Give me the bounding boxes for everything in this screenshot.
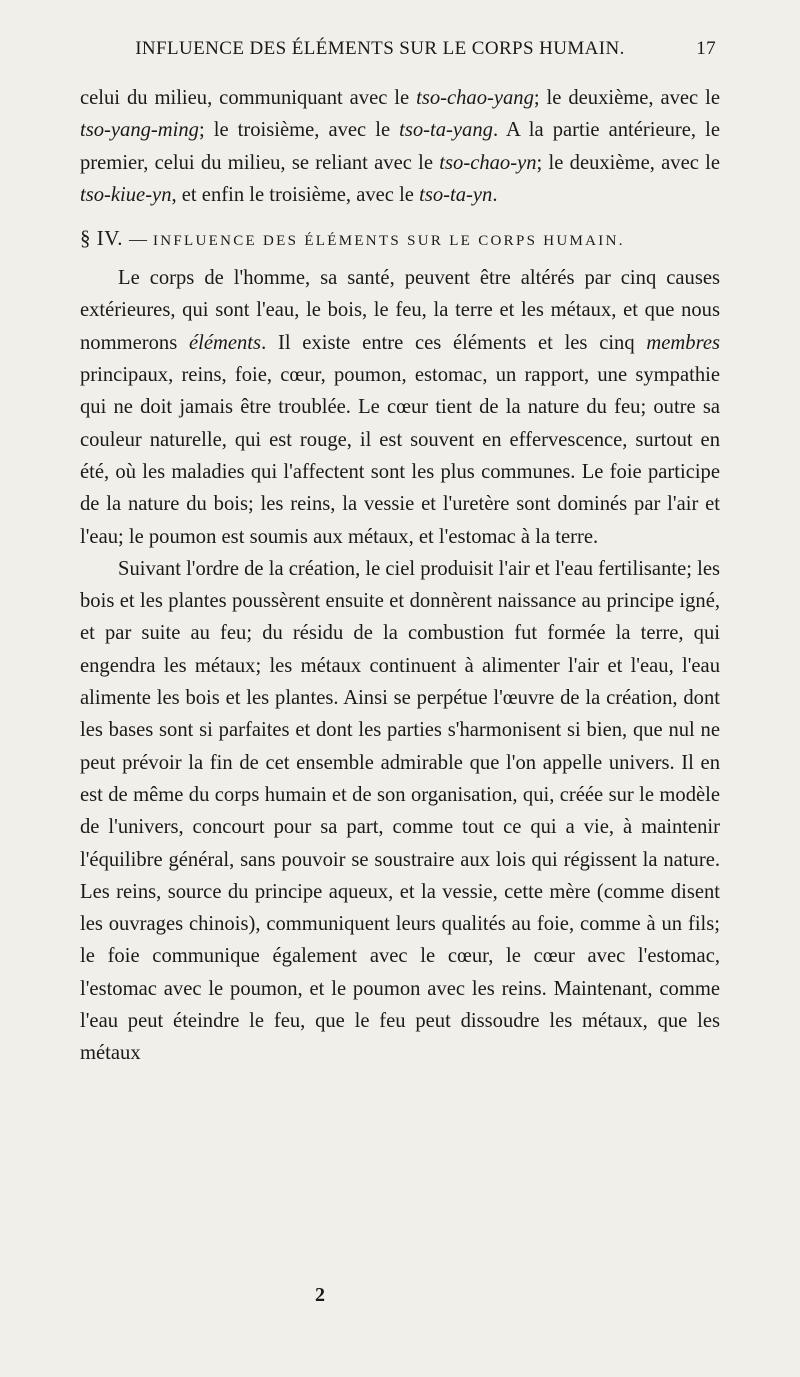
section-title: INFLUENCE DES ÉLÉMENTS SUR LE CORPS HUMAIN. — [152, 233, 625, 250]
signature-mark: 2 — [315, 1284, 325, 1306]
paragraph-creation: Suivant l'ordre de la création, le ciel produisit l'air et l'eau fertilisante; les bois et les plantes poussèrent ensuite et donnèrent naissance au principe igné, et par suite au feu; du résidu de la combustion fut formée la terre, qui engendra les métaux; les métaux continuent à alimenter l'air et l'eau, l'eau alimente les bois et les plantes. Ainsi se perpétue l'œuvre de la création, dont les bases sont si parfaites et dont les parties s'harmonisent si bien, que nul ne peut prévoir la fin de cet ensemble admirable que l'on appelle univers. Il en est de même du corps humain et de son organisation, qui, créée sur le modèle de l'univers, concourt pour sa part, comme tout ce qui a vie, à maintenir l'équilibre général, sans pouvoir se soustraire aux lois qui régissent la nature. Les reins, source du principe aqueux, et la vessie, cette mère (comme disent les ouvrages chinois), communiquent leurs qualités au foie, comme à un fils; le foie communique également avec le cœur, le cœur avec l'estomac, l'estomac avec le poumon, et le poumon avec les reins. Maintenant, comme l'eau peut éteindre le feu, que le feu peut dissoudre les métaux, que les métaux — [80, 557, 720, 1065]
page-number: 17 — [696, 38, 716, 59]
running-title: INFLUENCE DES ÉLÉMENTS SUR LE CORPS HUMAIN. — [135, 38, 625, 59]
running-header — [80, 38, 720, 72]
term-tso-ta-yang: tso-ta-yang — [399, 119, 493, 142]
term-tso-yang-ming: tso-yang-ming — [80, 119, 199, 142]
paragraph-elements: Le corps de l'homme, sa santé, peuvent être altérés par cinq causes extérieures, qui sont l'eau, le bois, le feu, la terre et les métaux, et que nous nommerons éléments. Il existe entre ces éléments et les cinq membres principaux, reins, foie, cœur, poumon, estomac, un rapport, une sympathie qui ne doit jamais être troublée. Le cœur tient de la nature du feu; outre sa couleur naturelle, qui est rouge, il est souvent en effervescence, surtout en été, où les maladies qui l'affectent sont les plus communes. Le foie participe de la nature du bois; les reins, la vessie et l'uretère sont dominés par l'air et l'eau; le poumon est soumis aux métaux, et l'estomac à la terre. — [80, 267, 720, 548]
term-membres: membres — [646, 331, 720, 354]
book-page — [80, 38, 720, 1070]
term-tso-chao-yn: tso-chao-yn — [439, 151, 537, 174]
term-tso-chao-yang: tso-chao-yang — [416, 87, 534, 109]
term-tso-ta-yn: tso-ta-yn — [419, 183, 493, 206]
section-dash: — — [128, 229, 147, 250]
term-elements: éléments — [189, 331, 262, 354]
paragraph-continuation: celui du milieu, communiquant avec le tso-chao-yang; le deuxième, avec le tso-yang-ming; le troisième, avec le tso-ta-yang. A la partie antérieure, le premier, celui du milieu, se reliant avec le tso-chao-yn; le deuxième, avec le tso-kiue-yn, et enfin le troisième, avec le tso-ta-yn. — [80, 87, 720, 206]
section-number: § IV. — [80, 226, 123, 251]
section-heading — [80, 222, 720, 257]
term-tso-kiue-yn: tso-kiue-yn — [80, 183, 172, 206]
